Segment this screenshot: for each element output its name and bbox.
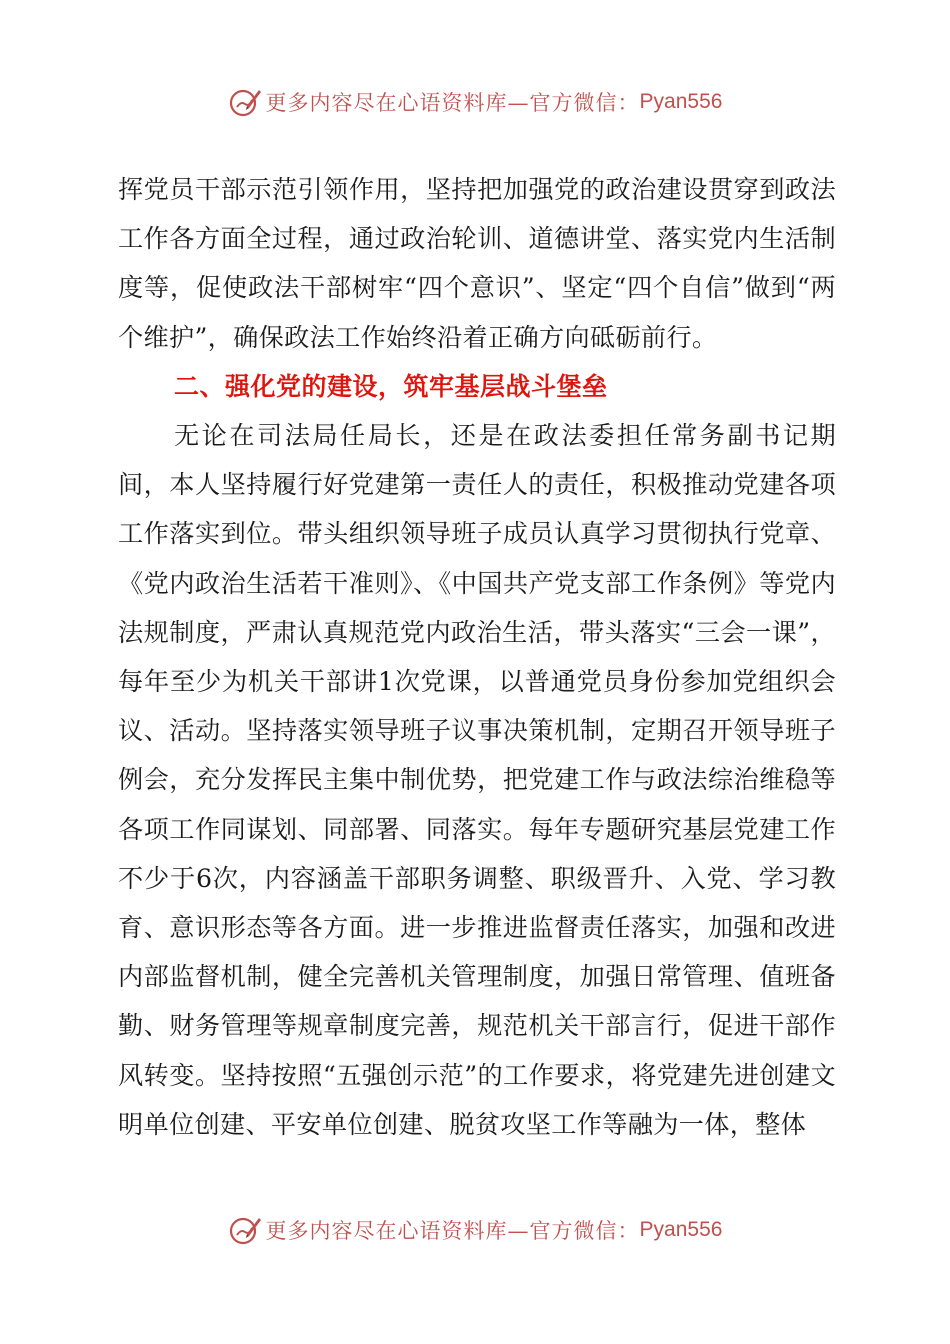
document-body (118, 165, 836, 1149)
footer-banner-text: 更多内容尽在心语资料库—官方微信： (265, 1219, 640, 1243)
paragraph-1: 挥党员干部示范引领作用，坚持把加强党的政治建设贯穿到政法工作各方面全过程，通过政治轮训、道德讲堂、落实党内生活制度等，促使政法干部树牢“四个意识”、坚定“四个自信”做到“两个维护”，确保政法工作始终沿着正确方向砥砺前行。 (118, 175, 836, 352)
paragraph-2: 无论在司法局任局长，还是在政法委担任常务副书记期间，本人坚持履行好党建第一责任人的责任，积极推动党建各项工作落实到位。带头组织领导班子成员认真学习贯彻执行党章、《党内政治生活若干准则》、《中国共产党支部工作条例》等党内法规制度，严肃认真规范党内政治生活，带头落实“三会一课”，每年至少为机关干部讲1次党课，以普通党员身份参加党组织会议、活动。坚持落实领导班子议事决策机制，定期召开领导班子例会，充分发挥民主集中制优势，把党建工作与政法综治维稳等各项工作同谋划、同部署、同落实。每年专题研究基层党建工作不少于6次，内容涵盖干部职务调整、职级晋升、入党、学习教育、意识形态等各方面。进一步推进监督责任落实，加强和改进内部监督机制，健全完善机关管理制度，加强日常管理、值班备勤、财务管理等规章制度完善，规范机关干部言行，促进干部作风转变。坚持按照“五强创示范”的工作要求，将党建先进创建文明单位创建、平安单位创建、脱贫攻坚工作等融为一体，整体 (118, 421, 836, 1139)
pen-logo-icon (228, 85, 262, 119)
footer-banner (0, 1210, 950, 1250)
pen-logo-icon (228, 1213, 262, 1247)
header-banner-text: 更多内容尽在心语资料库—官方微信： (265, 91, 640, 115)
header-banner (0, 82, 950, 122)
section-heading: 二、强化党的建设，筑牢基层战斗堡垒 (174, 371, 608, 401)
header-wechat-id: Pyan556 (639, 90, 723, 113)
footer-wechat-id: Pyan556 (639, 1218, 723, 1241)
